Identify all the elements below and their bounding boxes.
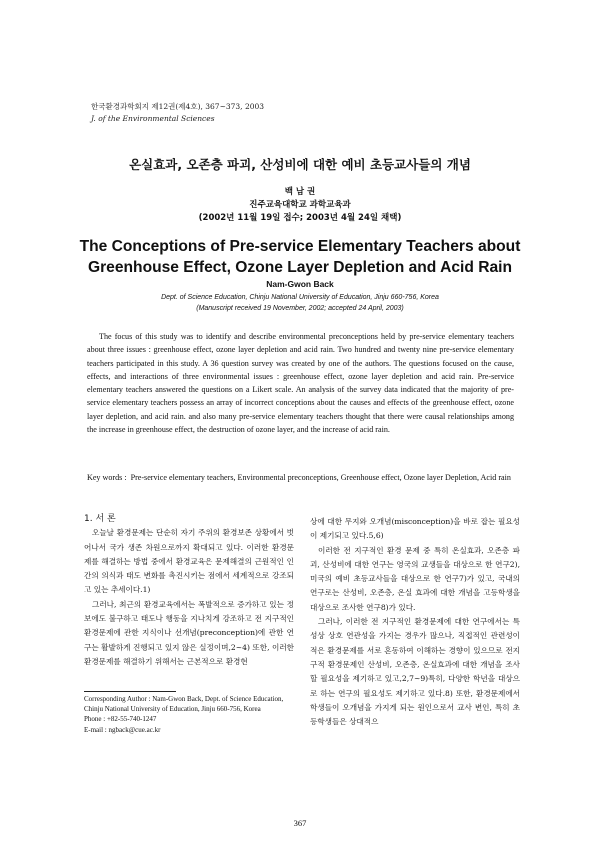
right-column	[310, 515, 520, 729]
abstract: The focus of this study was to identify and describe environmental preconceptions held by pre-service elementary teachers about three issues : greenhouse effect, ozone layer depletion and acid rain. Two hundred and twenty nine pre-service elementary teachers participated in this study. A 36 question survey was created by one of the authors. The questions focused on the cause, effects, and interactions of three environmental issues : greenhouse effect, ozone layer depletion and acid rain. Pre-service elementary teachers answered the questions on a Likert scale. An analysis of the survey data indicated that the majority of pre-service elementary teachers possess an array of incorrect conceptions about the causes and effects of the greenhouse effect, ozone layer depletion, and acid rain. and also many pre-service elementary teachers thought that there were causal relationships among the increase in greenhouse effect, the destruction of ozone layer, and the increase of acid rain.	[87, 332, 514, 435]
english-author: Nam-Gwon Back	[266, 279, 334, 289]
korean-author: 백 남 권	[284, 187, 316, 197]
keywords	[87, 471, 514, 484]
korean-dates: (2002년 11월 19일 접수; 2003년 4월 24일 채택)	[198, 213, 402, 223]
left-column	[84, 512, 294, 669]
korean-title: 온실효과, 오존층 파괴, 산성비에 대한 예비 초등교사들의 개념	[129, 157, 471, 172]
paragraph: 그러나, 최근의 환경교육에서는 폭발적으로 증가하고 있는 정보에도 불구하고 태도나 행동을 지나치게 강조하고 전 지구적인 환경문제에 관한 지식이나 선개념(preconception)에 관한 연구는 활발하게 진행되고 있지 않은 실정이며,2~4) 또한, 이러한 환경문제를 해결하기 위해서는 근본적으로 환경현	[84, 599, 294, 666]
page-number: 367	[293, 818, 307, 828]
keywords-label: Key words :	[87, 473, 127, 482]
english-dates: (Manuscript received 19 November, 2002; accepted 24 April, 2003)	[196, 305, 404, 312]
english-title-line2: Greenhouse Effect, Ozone Layer Depletion and Acid Rain	[87, 259, 512, 276]
korean-affiliation: 진주교육대학교 과학교육과	[249, 200, 351, 210]
paragraph: 상에 대한 무지와 오개념(misconception)을 바로 잡는 필요성이 제기되고 있다.5,6)	[310, 517, 520, 541]
footnote-divider	[84, 691, 176, 692]
journal-citation-korean: 한국환경과학회지 제12권(제4호), 367~373, 2003	[91, 102, 265, 111]
corresponding-author: Corresponding Author : Nam-Gwon Back, Dept. of Science Education, Chinju National University of Education, Jinju 660-756, Korea	[84, 695, 284, 714]
email: E-mail : ngback@cue.ac.kr	[84, 725, 161, 734]
keywords-text: Pre-service elementary teachers, Environmental preconceptions, Greenhouse effect, Ozone layer Depletion, Acid rain	[130, 473, 511, 482]
footnote	[84, 694, 294, 735]
english-affiliation-block	[0, 292, 600, 314]
english-title	[0, 236, 600, 278]
paragraph: 이러한 전 지구적인 환경 문제 중 특히 온실효과, 오존층 파괴, 산성비에 대한 연구는 영국의 교생들을 대상으로 한 연구2), 미국의 예비 초등교사들을 대상으로 한 연구7)가 있고, 국내의 연구로는 산성비, 오존층, 온실 효과에 대한 개념을 고등학생을 대상으로 조사한 연구8)가 있다.	[310, 545, 520, 612]
korean-author-block	[0, 186, 600, 225]
paragraph: 그러나, 이러한 전 지구적인 환경문제에 대한 연구에서는 특성상 상호 연관성을 가지는 경우가 많으나, 직접적인 관련성이 적은 환경문제를 서로 혼동하여 이해하는 경향이 있으므로 전지구적 환경문제인 산성비, 오존층, 온실효과에 대한 개념을 조사할 필요성을 제기하고 있고,2,7~9)특히, 다양한 학년을 대상으로 하는 연구의 필요성도 제기하고 있다.8) 또한, 환경문제에서 학생들이 오개념을 가지게 되는 원인으로서 교사 변인, 특히 초등학생들은 상대적으	[310, 617, 520, 727]
journal-header	[91, 101, 264, 125]
english-title-line1: The Conceptions of Pre-service Elementary Teachers about	[79, 238, 521, 255]
journal-name-english: J. of the Environmental Sciences	[91, 114, 215, 123]
section-heading: 1. 서 론	[84, 514, 116, 524]
phone: Phone : +82-55-740-1247	[84, 715, 157, 724]
english-affiliation: Dept. of Science Education, Chinju National University of Education, Jinju 660-756, Korea	[161, 294, 439, 301]
paragraph: 오늘날 환경문제는 단순히 자기 주위의 환경보존 상황에서 벗어나서 국가 생존 차원으로까지 확대되고 있다. 이러한 환경문제를 해결하는 방법 중에서 환경교육은 문제해결의 근원적인 인간의 의식과 태도 변화를 촉진시키는 점에서 세계적으로 강조되고 있는 추세이다.1)	[84, 528, 294, 595]
